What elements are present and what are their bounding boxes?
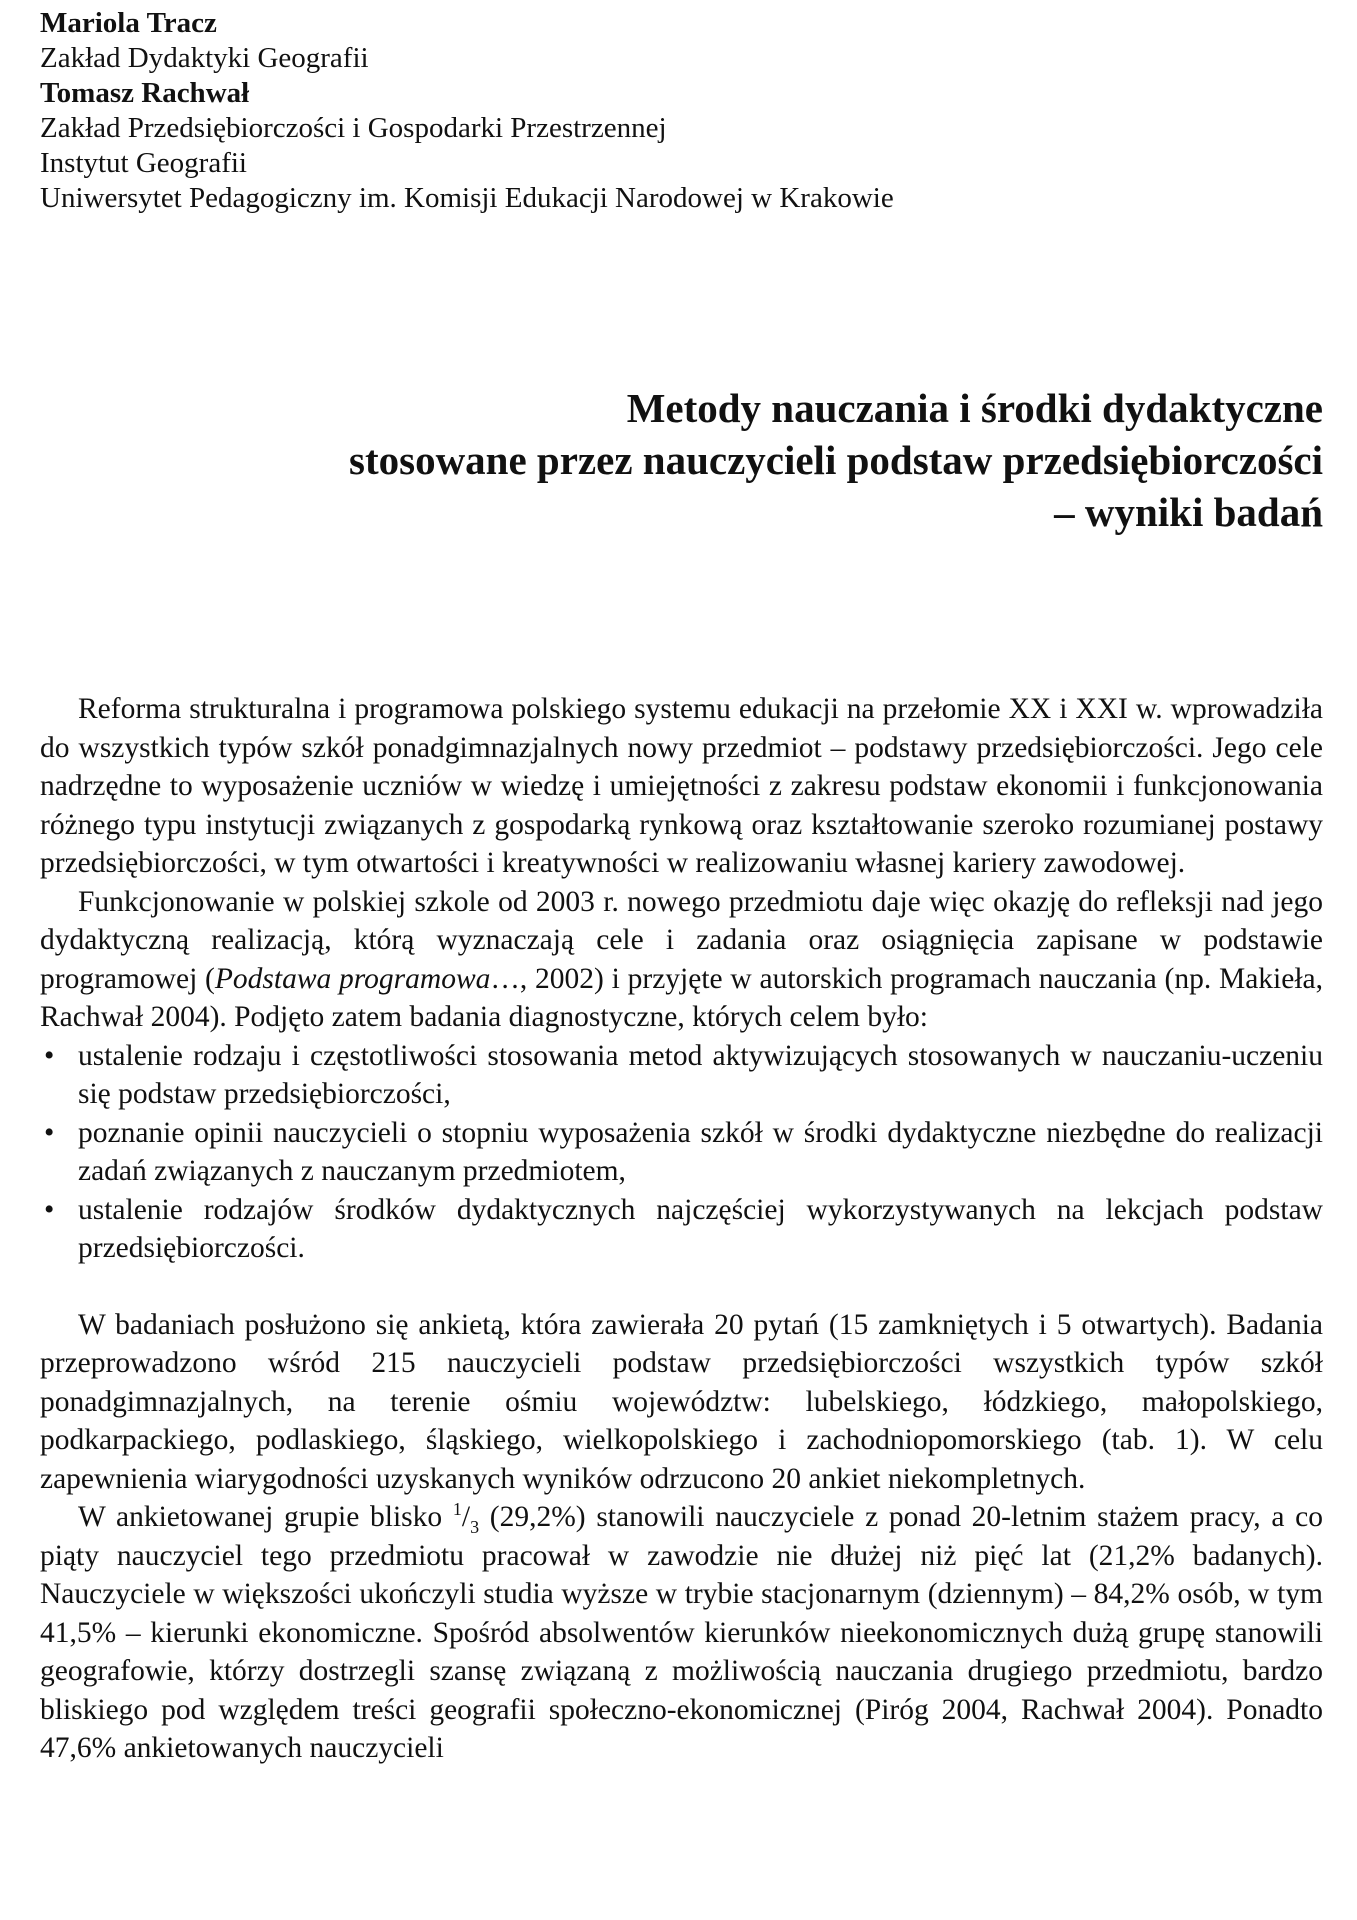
title-line: – wyniki badań (1054, 489, 1323, 535)
bullet-icon: • (44, 1116, 55, 1149)
paragraph-text: …, 2002) i przyjęte w autorskich programach nauczania (np. Makieła, Rachwał 2004). Podjęto zatem badania diagnostyczne, których celem było: (40, 962, 1324, 1033)
title-line: stosowane przez nauczycieli podstaw przedsiębiorczości (349, 437, 1323, 483)
paragraph-text: Funkcjonowanie w polskiej szkole od 2003 r. nowego przedmiotu daje więc okazję do refleksji nad jego dydaktyczną realizacją, którą wyznaczają cele i zadania oraz osiągnięcia zapisane w podstawie programowej ( (40, 885, 1323, 995)
bullet-icon: • (44, 1039, 55, 1072)
affiliation-block (40, 6, 1323, 216)
paragraph: Reforma strukturalna i programowa polskiego systemu edukacji na przełomie XX i XXI w. wprowadziła do wszystkich typów szkół ponadgimnazjalnych nowy przedmiot – podstawy przedsiębiorczości. Jego cele nadrzędne to wyposażenie uczniów w wiedzę i umiejętności z zakresu podstaw ekonomii i funkcjonowania różnego typu instytucji związanych z gospodarką rynkową oraz kształtowanie szeroko rozumianej postawy przedsiębiorczości, w tym otwartości i kreatywności w realizowaniu własnej kariery zawodowej. (40, 693, 1323, 879)
list-item-text: ustalenie rodzaju i częstotliwości stosowania metod aktywizujących stosowanych w nauczaniu-uczeniu się podstaw przedsiębiorczości, (78, 1039, 1323, 1110)
author-name: Mariola Tracz (40, 7, 217, 39)
paragraph-text: W ankietowanej grupie blisko (78, 1501, 453, 1533)
list-item (40, 1114, 1323, 1191)
bullet-list (40, 1037, 1323, 1268)
paragraph (40, 1498, 1323, 1768)
university: Uniwersytet Pedagogiczny im. Komisji Edukacji Narodowej w Krakowie (40, 182, 894, 214)
title-line: Metody nauczania i środki dydaktyczne (626, 385, 1323, 431)
list-item-text: poznanie opinii nauczycieli o stopniu wyposażenia szkół w środki dydaktyczne niezbędne do realizacji zadań związanych z nauczanym przedmiotem, (78, 1116, 1323, 1187)
paragraph: W badaniach posłużono się ankietą, która zawierała 20 pytań (15 zamkniętych i 5 otwartych). Badania przeprowadzono wśród 215 nauczycieli podstaw przedsiębiorczości wszystkich typów szkół ponadgimnazjalnych, na terenie ośmiu województw: lubelskiego, łódzkiego, małopolskiego, podkarpackiego, podlaskiego, śląskiego, wielkopolskiego i zachodniopomorskiego (tab. 1). W celu zapewnienia wiarygodności uzyskanych wyników odrzucono 20 ankiet niekompletnych. (40, 1308, 1323, 1495)
list-item-text: ustalenie rodzajów środków dydaktycznych najczęściej wykorzystywanych na lekcjach podstaw przedsiębiorczości. (78, 1193, 1323, 1264)
department: Zakład Przedsiębiorczości i Gospodarki Przestrzennej (40, 112, 667, 144)
article-title (40, 382, 1323, 538)
paragraph (40, 883, 1323, 1037)
list-item (40, 1191, 1323, 1268)
fraction: $^1/_3$ (452, 1499, 480, 1537)
department: Zakład Dydaktyki Geografii (40, 42, 369, 74)
paragraph-text: (29,2%) stanowili nauczyciele z ponad 20-letnim stażem pracy, a co piąty nauczyciel tego przedmiotu pracował w zawodzie nie dłużej niż pięć lat (21,2% badanych). Nauczyciele w większości ukończyli studia wyższe w trybie stacjonarnym (dziennym) – 84,2% osób, w tym 41,5% – kierunki ekonomiczne. Spośród absolwentów kierunków nieekonomicznych dużą grupę stanowili geografowie, którzy dostrzegli szansę związaną z możliwością nauczania drugiego przedmiotu, bardzo bliskiego pod względem treści geografii społeczno-ekonomicznej (Piróg 2004, Rachwał 2004). Ponadto 47,6% ankietowanych nauczycieli (40, 1501, 1323, 1764)
paragraph-spacer (40, 1268, 1323, 1306)
institute: Instytut Geografii (40, 147, 247, 179)
list-item (40, 1037, 1323, 1114)
article-body (40, 690, 1323, 1768)
author-name: Tomasz Rachwał (40, 77, 250, 109)
bullet-icon: • (44, 1193, 55, 1226)
citation-title: Podstawa programowa (214, 962, 491, 995)
document-page (40, 0, 1323, 1920)
